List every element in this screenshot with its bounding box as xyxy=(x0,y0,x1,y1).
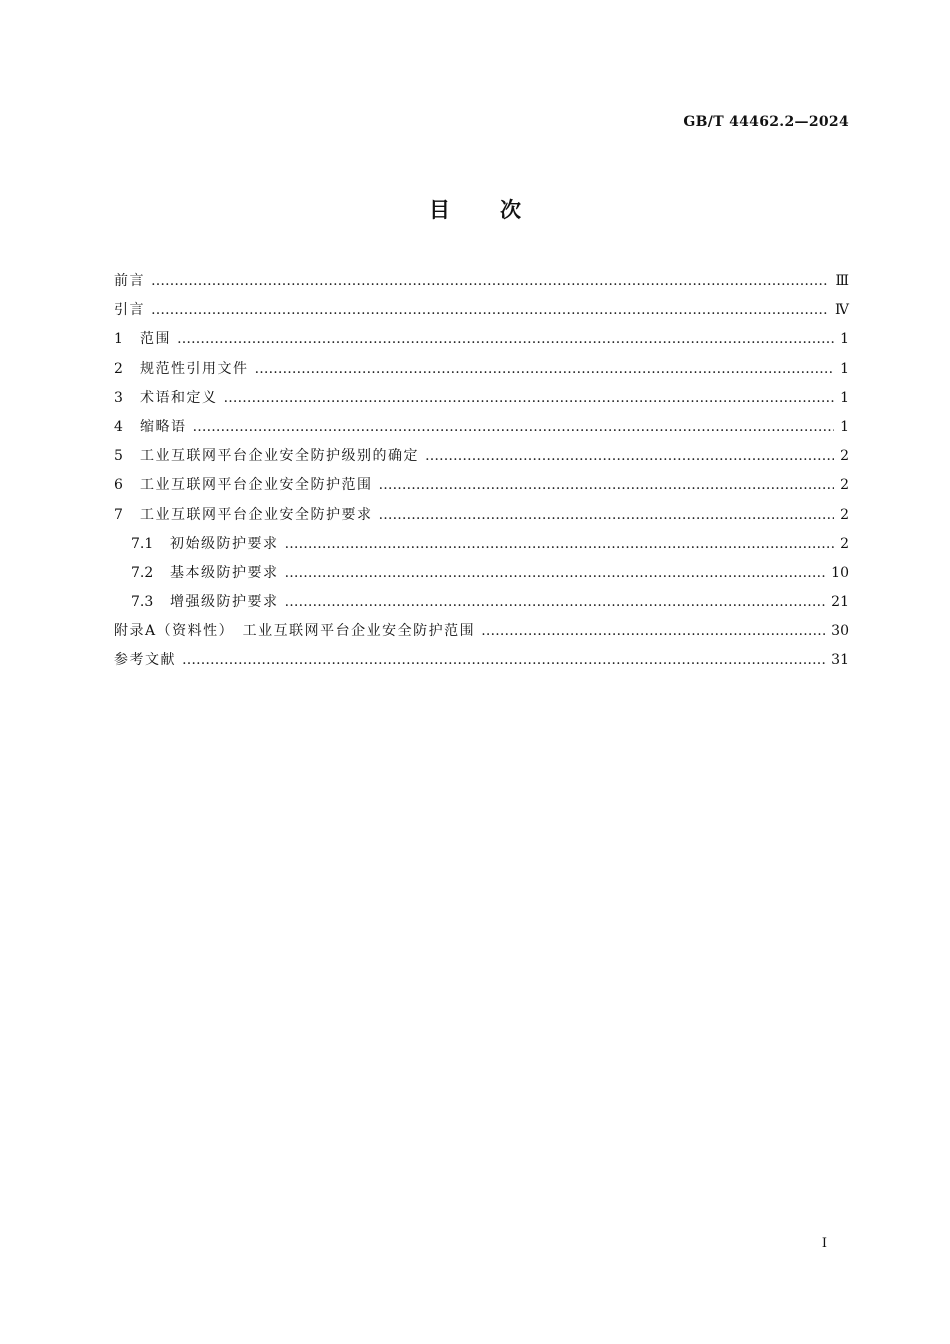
document-code: GB/T 44462.2—2024 xyxy=(683,114,849,130)
toc-entry-label: 缩略语 xyxy=(140,418,187,435)
toc-entry-label: 工业互联网平台企业安全防护要求 xyxy=(140,506,373,523)
toc-entry-label: 规范性引用文件 xyxy=(140,360,249,377)
toc-entry[interactable] xyxy=(114,387,849,416)
toc-entry[interactable] xyxy=(114,328,849,357)
toc-entry-page: Ⅲ xyxy=(835,273,849,289)
toc-dot-leader xyxy=(151,273,829,289)
toc-dot-leader xyxy=(285,536,835,552)
toc-entry[interactable] xyxy=(114,445,849,474)
toc-entry[interactable] xyxy=(114,649,849,678)
toc-entry-label: 前言 xyxy=(114,273,145,289)
toc-entry-label: 范围 xyxy=(140,331,171,348)
toc-entry-number: 4 xyxy=(114,418,123,435)
toc-entry-label: 工业互联网平台企业安全防护范围 xyxy=(140,477,373,494)
toc-dot-leader xyxy=(255,361,835,377)
toc-entry-page: Ⅳ xyxy=(835,302,849,319)
page-number: I xyxy=(821,1236,827,1251)
toc-entry-number: 2 xyxy=(114,360,123,377)
toc-entry[interactable] xyxy=(114,416,849,445)
toc-dot-leader xyxy=(481,623,825,639)
toc-dot-leader xyxy=(425,448,834,464)
toc-entry[interactable] xyxy=(114,562,849,591)
toc-dot-leader xyxy=(285,594,826,610)
toc-entry-number: 7.3 xyxy=(131,594,154,611)
table-of-contents xyxy=(114,270,849,679)
toc-entry-label: 引言 xyxy=(114,302,145,319)
toc-entry[interactable] xyxy=(114,620,849,649)
toc-entry-page: 2 xyxy=(840,535,849,552)
toc-entry-label: 附录A（资料性） 工业互联网平台企业安全防护范围 xyxy=(114,623,476,640)
toc-entry-number: 6 xyxy=(114,477,123,494)
toc-entry-number: 7.1 xyxy=(131,535,154,552)
toc-entry[interactable] xyxy=(114,591,849,620)
toc-dot-leader xyxy=(193,419,835,435)
toc-entry[interactable] xyxy=(114,533,849,562)
toc-entry-page: 2 xyxy=(840,477,849,494)
toc-entry-label: 参考文献 xyxy=(114,652,176,669)
toc-dot-leader xyxy=(224,390,835,406)
toc-entry-page: 2 xyxy=(840,506,849,523)
toc-entry[interactable] xyxy=(114,299,849,328)
toc-entry-number: 7 xyxy=(114,506,123,523)
toc-entry-page: 1 xyxy=(840,418,849,435)
toc-dot-leader xyxy=(285,565,826,581)
toc-entry[interactable] xyxy=(114,358,849,387)
toc-entry-label: 基本级防护要求 xyxy=(170,564,279,581)
toc-entry-page: 1 xyxy=(840,360,849,377)
toc-entry-label: 工业互联网平台企业安全防护级别的确定 xyxy=(140,448,419,465)
toc-entry[interactable] xyxy=(114,270,849,299)
toc-dot-leader xyxy=(151,302,829,318)
toc-dot-leader xyxy=(182,652,825,668)
toc-entry-page: 31 xyxy=(831,652,849,669)
toc-entry[interactable] xyxy=(114,504,849,533)
toc-entry[interactable] xyxy=(114,474,849,503)
toc-entry-number: 3 xyxy=(114,389,123,406)
toc-entry-page: 10 xyxy=(831,564,849,581)
toc-entry-label: 术语和定义 xyxy=(140,389,218,406)
toc-entry-number: 7.2 xyxy=(131,564,154,581)
toc-entry-number: 1 xyxy=(114,331,123,348)
toc-title: 目次 xyxy=(429,198,571,222)
toc-dot-leader xyxy=(379,477,835,493)
toc-entry-number: 5 xyxy=(114,448,123,465)
toc-entry-label: 增强级防护要求 xyxy=(170,594,279,611)
toc-dot-leader xyxy=(379,507,835,523)
toc-entry-page: 1 xyxy=(840,389,849,406)
toc-entry-page: 1 xyxy=(840,331,849,348)
toc-entry-label: 初始级防护要求 xyxy=(170,535,279,552)
toc-entry-page: 21 xyxy=(831,594,849,611)
toc-entry-page: 2 xyxy=(840,448,849,465)
toc-dot-leader xyxy=(177,331,834,347)
toc-entry-page: 30 xyxy=(831,623,849,640)
